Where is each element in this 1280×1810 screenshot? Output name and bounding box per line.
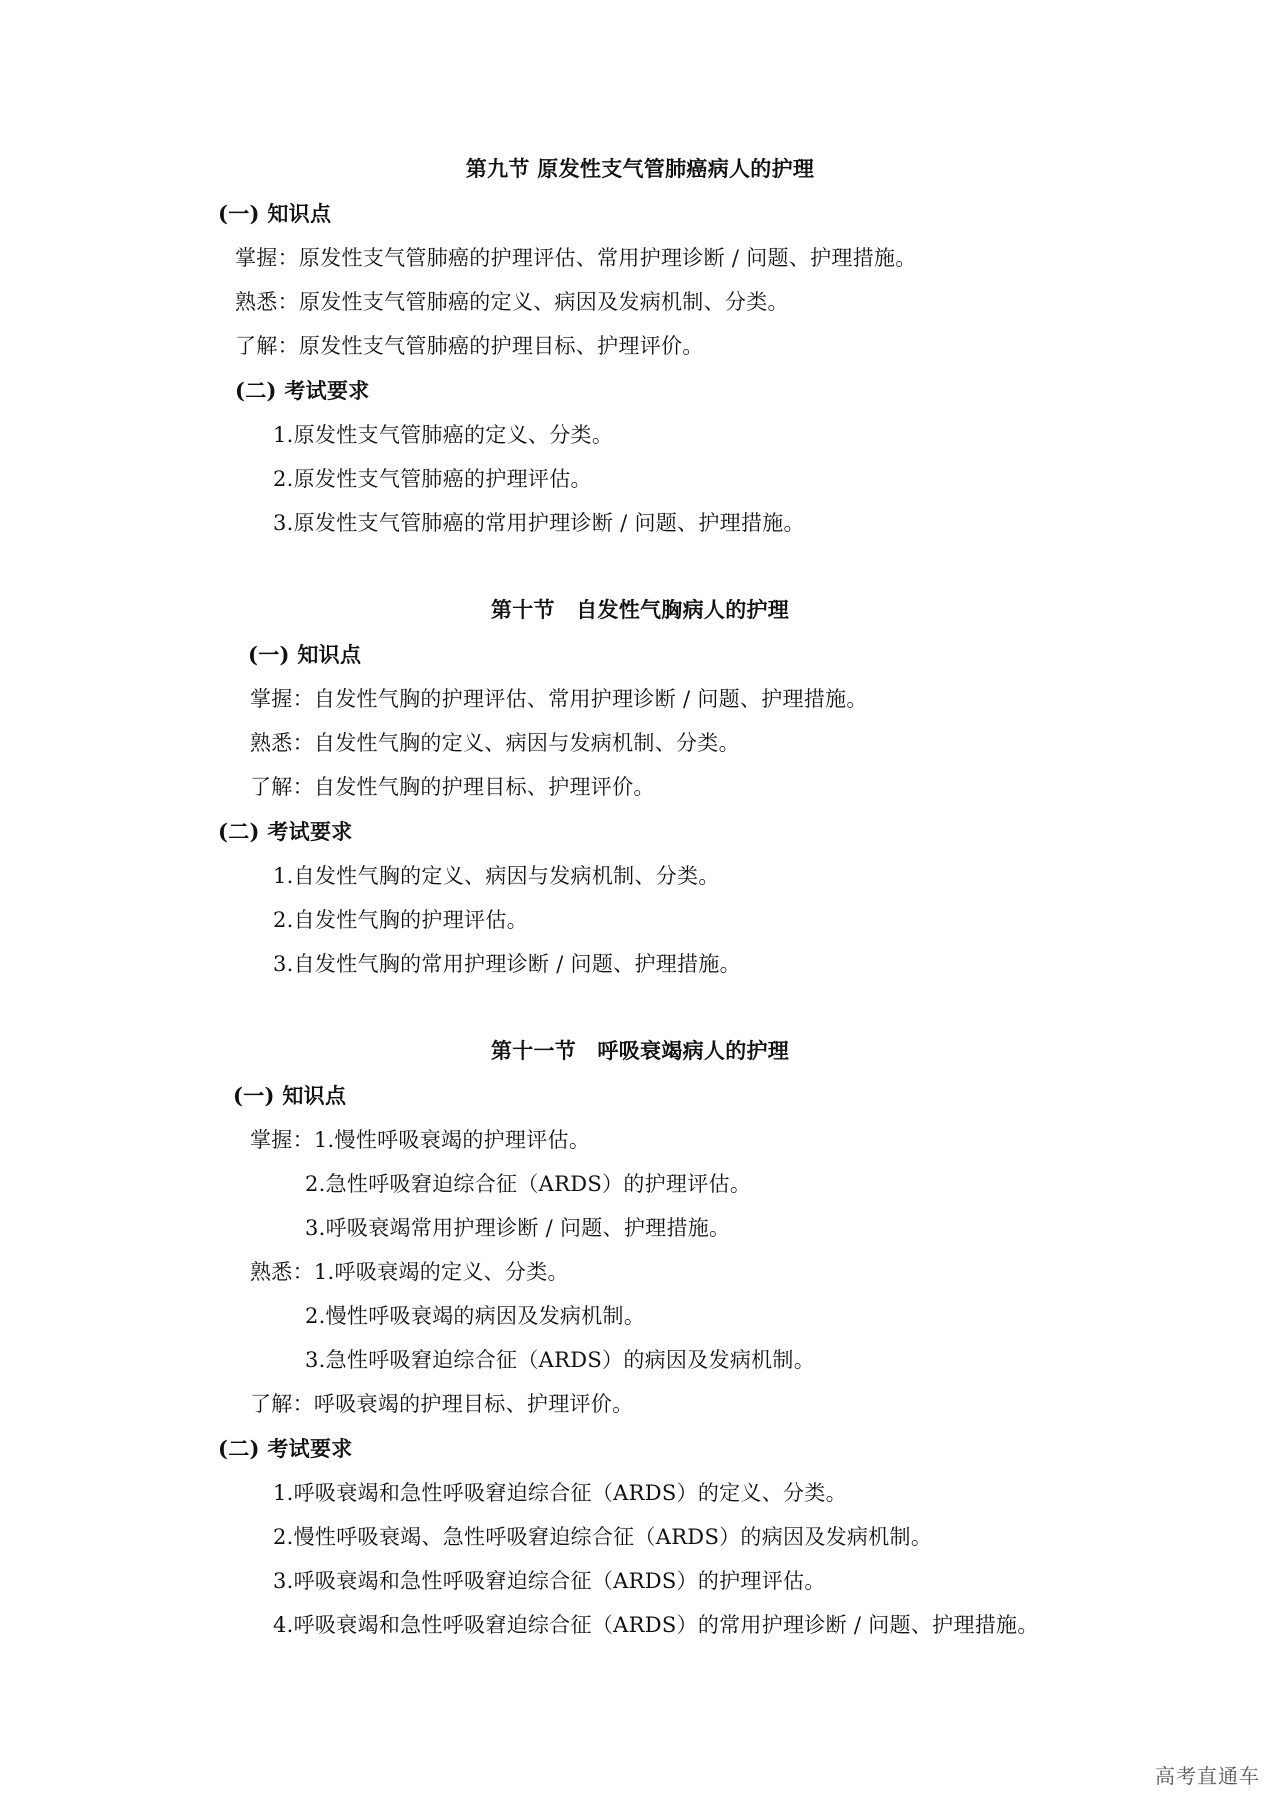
exam-item: 3.原发性支气管肺癌的常用护理诊断 / 问题、护理措施。 bbox=[273, 511, 805, 535]
exam-item: 2.慢性呼吸衰竭、急性呼吸窘迫综合征（ARDS）的病因及发病机制。 bbox=[273, 1525, 933, 1549]
watermark: 高考直通车 bbox=[1155, 1764, 1260, 1788]
familiar-subline: 2.慢性呼吸衰竭的病因及发病机制。 bbox=[305, 1304, 646, 1328]
master-line: 掌握：自发性气胸的护理评估、常用护理诊断 / 问题、护理措施。 bbox=[250, 687, 868, 711]
familiar-line: 熟悉：1.呼吸衰竭的定义、分类。 bbox=[250, 1260, 569, 1284]
knowledge-heading: (一) 知识点 bbox=[218, 201, 332, 226]
master-subline: 3.呼吸衰竭常用护理诊断 / 问题、护理措施。 bbox=[305, 1216, 731, 1240]
master-line: 掌握：原发性支气管肺癌的护理评估、常用护理诊断 / 问题、护理措施。 bbox=[235, 246, 917, 270]
exam-item: 3.呼吸衰竭和急性呼吸窘迫综合征（ARDS）的护理评估。 bbox=[273, 1569, 826, 1593]
knowledge-heading: (一) 知识点 bbox=[248, 642, 362, 667]
understand-line: 了解：自发性气胸的护理目标、护理评价。 bbox=[250, 775, 655, 799]
knowledge-heading: (一) 知识点 bbox=[233, 1083, 347, 1108]
master-subline: 2.急性呼吸窘迫综合征（ARDS）的护理评估。 bbox=[305, 1172, 752, 1196]
section-title: 第十节 自发性气胸病人的护理 bbox=[490, 597, 790, 622]
exam-item: 1.自发性气胸的定义、病因与发病机制、分类。 bbox=[273, 864, 720, 888]
section-title: 第十一节 呼吸衰竭病人的护理 bbox=[490, 1038, 790, 1063]
exam-heading: (二) 考试要求 bbox=[218, 1436, 353, 1461]
exam-item: 1.原发性支气管肺癌的定义、分类。 bbox=[273, 423, 614, 447]
exam-heading: (二) 考试要求 bbox=[235, 378, 370, 403]
familiar-subline: 3.急性呼吸窘迫综合征（ARDS）的病因及发病机制。 bbox=[305, 1348, 816, 1372]
exam-item: 4.呼吸衰竭和急性呼吸窘迫综合征（ARDS）的常用护理诊断 / 问题、护理措施。 bbox=[273, 1613, 1039, 1637]
understand-line: 了解：原发性支气管肺癌的护理目标、护理评价。 bbox=[235, 334, 704, 358]
exam-item: 2.原发性支气管肺癌的护理评估。 bbox=[273, 467, 592, 491]
exam-item: 1.呼吸衰竭和急性呼吸窘迫综合征（ARDS）的定义、分类。 bbox=[273, 1481, 847, 1505]
familiar-line: 熟悉：自发性气胸的定义、病因与发病机制、分类。 bbox=[250, 731, 740, 755]
section-title: 第九节 原发性支气管肺癌病人的护理 bbox=[465, 156, 815, 181]
exam-heading: (二) 考试要求 bbox=[218, 819, 353, 844]
familiar-line: 熟悉：原发性支气管肺癌的定义、病因及发病机制、分类。 bbox=[235, 290, 789, 314]
exam-item: 2.自发性气胸的护理评估。 bbox=[273, 908, 528, 932]
understand-line: 了解：呼吸衰竭的护理目标、护理评价。 bbox=[250, 1392, 634, 1416]
exam-item: 3.自发性气胸的常用护理诊断 / 问题、护理措施。 bbox=[273, 952, 741, 976]
master-line: 掌握：1.慢性呼吸衰竭的护理评估。 bbox=[250, 1128, 591, 1152]
